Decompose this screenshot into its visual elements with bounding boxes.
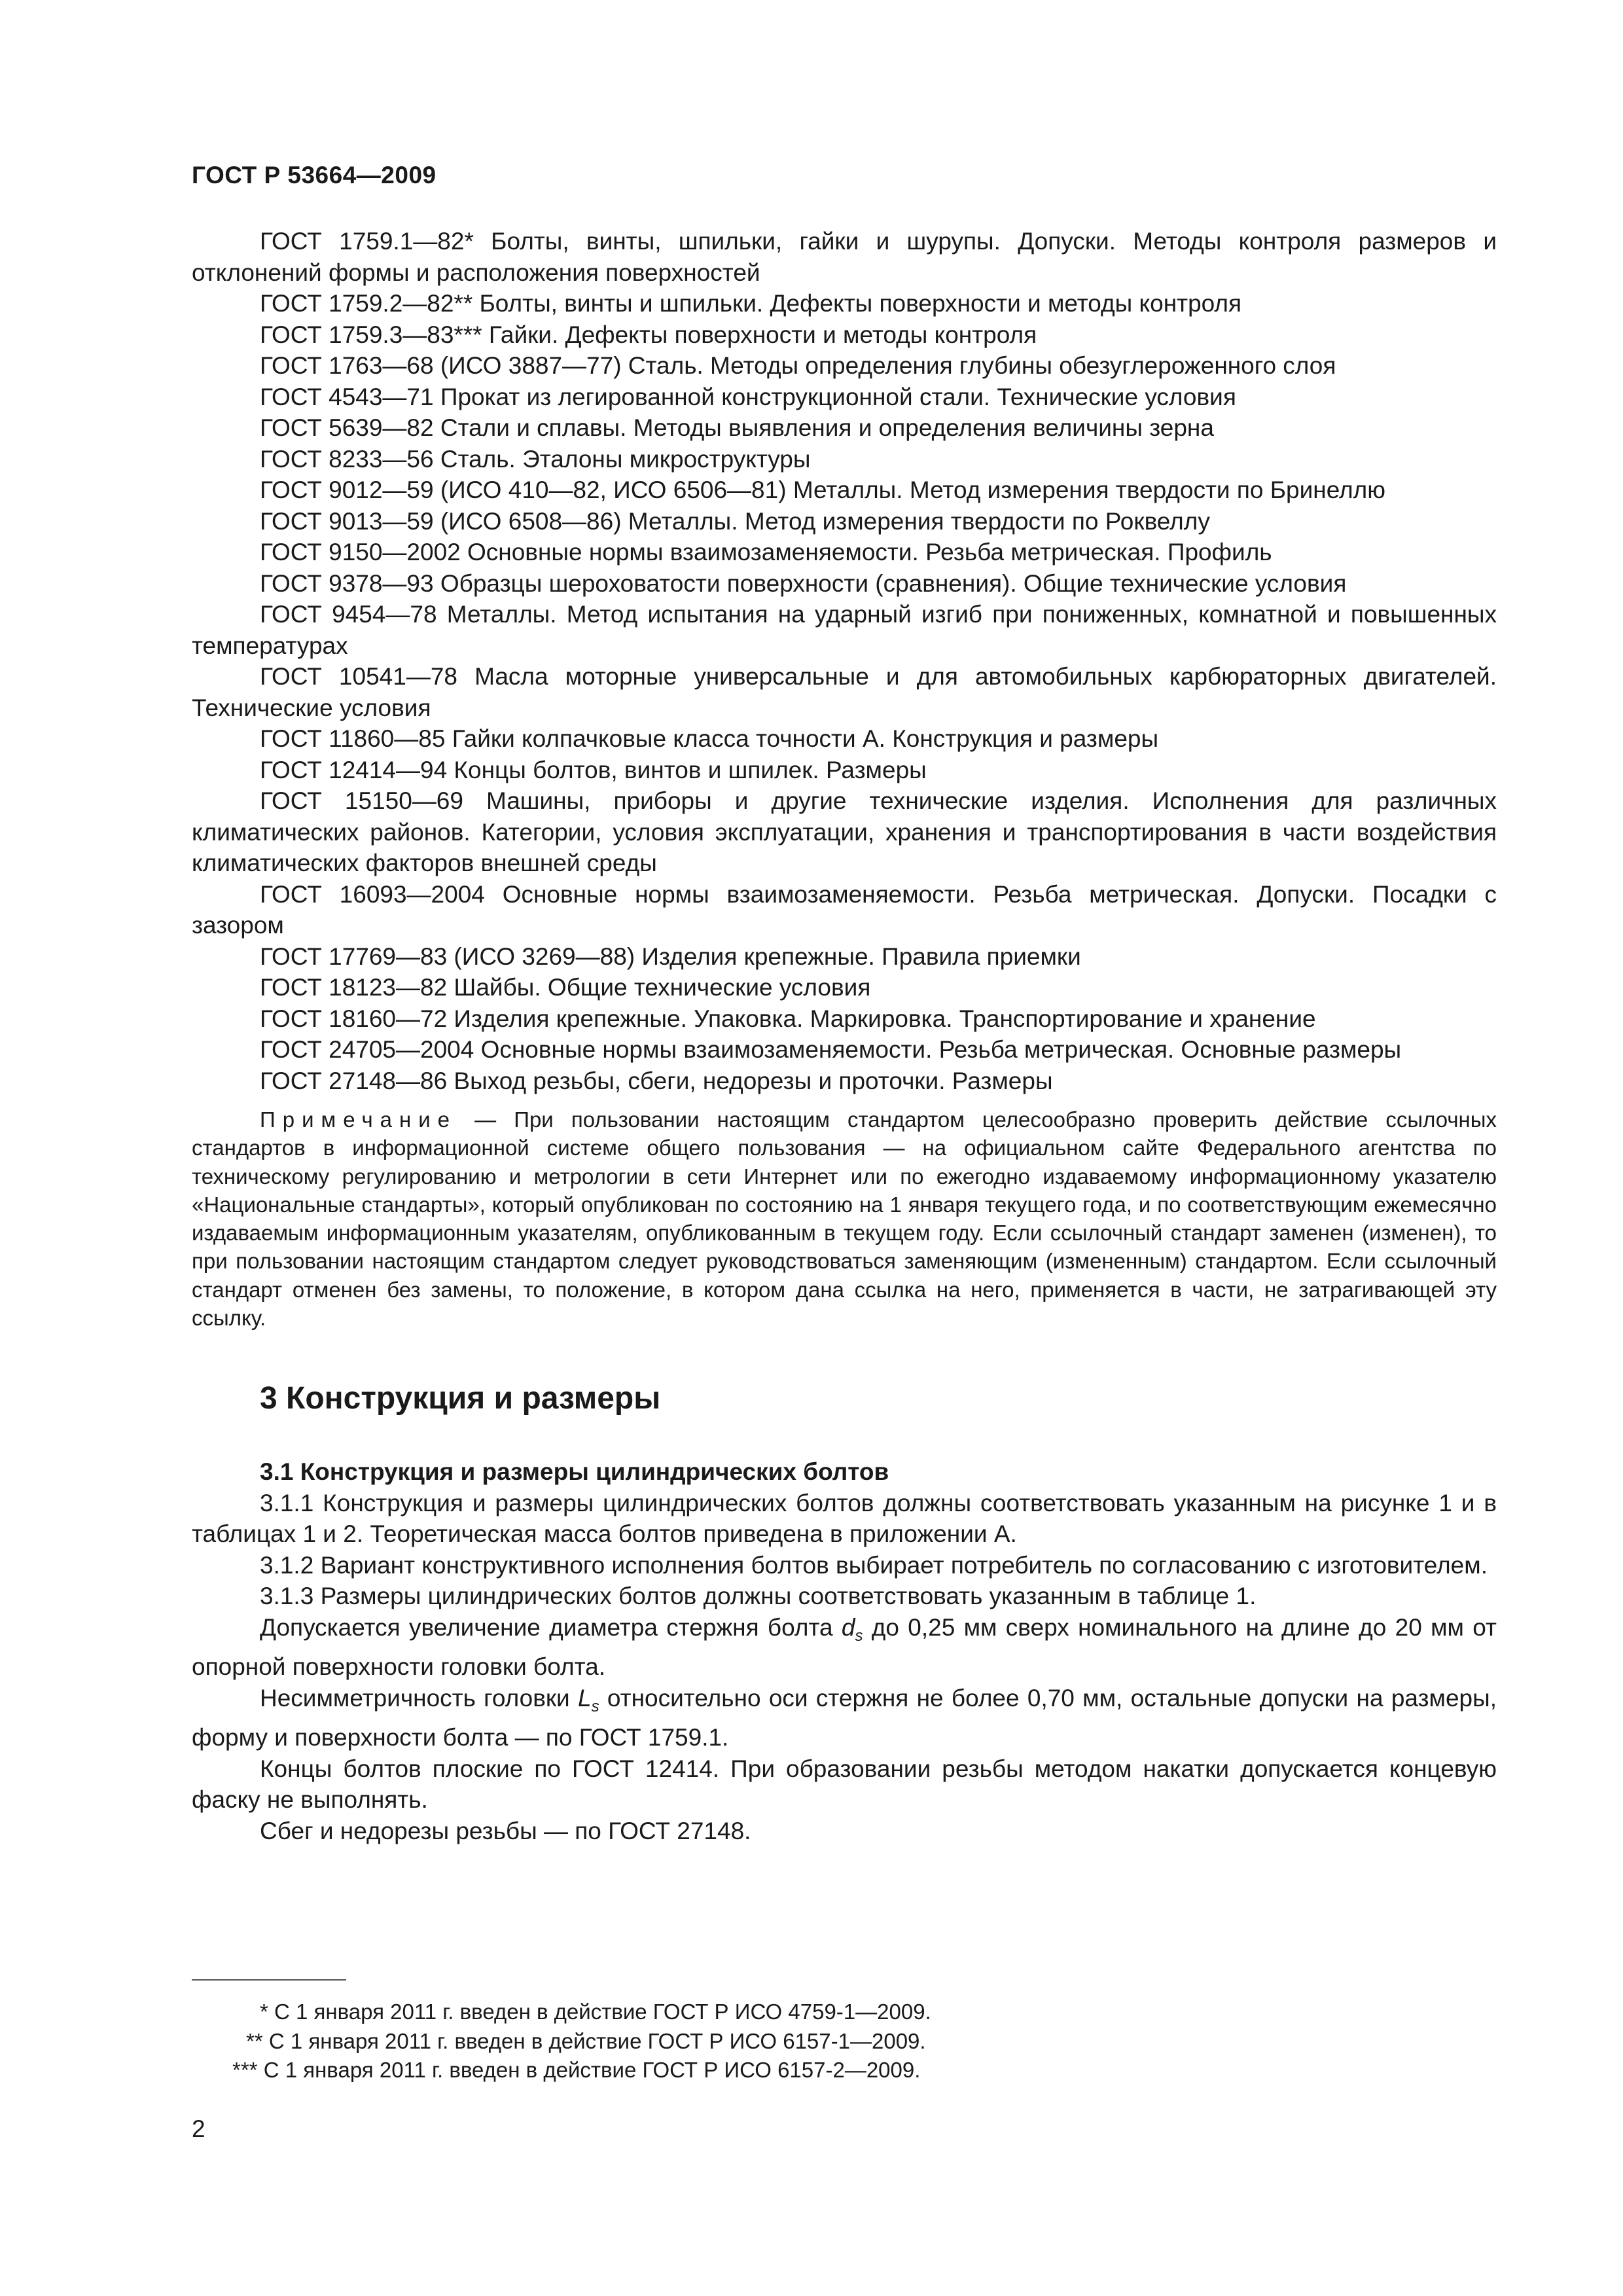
reference-item: ГОСТ 1759.3—83*** Гайки. Дефекты поверхности и методы контроля <box>260 321 1037 348</box>
references-note <box>192 1105 1497 1332</box>
reference-item: ГОСТ 4543—71 Прокат из легированной конструкционной стали. Технические условия <box>260 383 1236 410</box>
normative-references-list <box>192 226 1497 1096</box>
subsection-heading: 3.1 Конструкция и размеры цилиндрических болтов <box>260 1458 889 1486</box>
reference-item: ГОСТ 11860—85 Гайки колпачковые класса точности А. Конструкция и размеры <box>260 725 1159 752</box>
reference-item: ГОСТ 15150—69 Машины, приборы и другие технические изделия. Исполнения для различных климатических районов. Категории, условия эксплуатации, хранения и транспортирования в части воздействия климатических факторов внешней среды <box>192 787 1497 876</box>
text-run: до 0,25 мм сверх номинального на длине до 20 мм от опорной поверхности головки болта. <box>192 1613 1497 1681</box>
reference-item: ГОСТ 9013—59 (ИСО 6508—86) Металлы. Метод измерения твердости по Роквеллу <box>260 507 1210 535</box>
reference-item: ГОСТ 9150—2002 Основные нормы взаимозаменяемости. Резьба метрическая. Профиль <box>260 539 1272 565</box>
text-run: Несимметричность головки <box>260 1684 579 1712</box>
footnote-item: * С 1 января 2011 г. введен в действие ГОСТ Р ИСО 4759-1—2009. <box>260 2000 931 2024</box>
reference-item: ГОСТ 9454—78 Металлы. Метод испытания на ударный изгиб при пониженных, комнатной и повышенных температурах <box>192 601 1497 659</box>
document-code-header: ГОСТ Р 53664—2009 <box>192 162 437 188</box>
reference-item: ГОСТ 24705—2004 Основные нормы взаимозаменяемости. Резьба метрическая. Основные размеры <box>260 1036 1402 1063</box>
reference-item: ГОСТ 27148—86 Выход резьбы, сбеги, недорезы и проточки. Размеры <box>260 1067 1053 1094</box>
footnote-item: *** С 1 января 2011 г. введен в действие ГОСТ Р ИСО 6157-2—2009. <box>232 2058 921 2082</box>
clause-3-1-2: 3.1.2 Вариант конструктивного исполнения болтов выбирает потребитель по согласованию с изготовителем. <box>260 1551 1488 1579</box>
clause-3-1-3: 3.1.3 Размеры цилиндрических болтов должны соответствовать указанным в таблице 1. <box>260 1583 1257 1610</box>
page-number: 2 <box>192 2115 205 2142</box>
thread-runout-paragraph: Сбег и недорезы резьбы — по ГОСТ 27148. <box>260 1817 751 1844</box>
reference-item: ГОСТ 8233—56 Сталь. Эталоны микроструктуры <box>260 445 811 473</box>
reference-item: ГОСТ 16093—2004 Основные нормы взаимозаменяемости. Резьба метрическая. Допуски. Посадки с зазором <box>192 880 1497 939</box>
head-asymmetry-paragraph <box>192 1683 1497 1753</box>
footnotes <box>192 1998 1497 2085</box>
section-heading: 3 Конструкция и размеры <box>260 1381 661 1416</box>
reference-item: ГОСТ 1763—68 (ИСО 3887—77) Сталь. Методы определения глубины обезуглероженного слоя <box>260 352 1336 379</box>
reference-item: ГОСТ 18160—72 Изделия крепежные. Упаковка. Маркировка. Транспортирование и хранение <box>260 1005 1316 1032</box>
shank-diameter-paragraph <box>192 1612 1497 1683</box>
subscript-s: s <box>591 1697 599 1715</box>
note-label: Примечание <box>260 1107 457 1132</box>
subscript-s: s <box>855 1626 863 1645</box>
variable-d: d <box>841 1613 855 1641</box>
reference-item: ГОСТ 1759.2—82** Болты, винты и шпильки. Дефекты поверхности и методы контроля <box>260 290 1242 317</box>
reference-item: ГОСТ 12414—94 Концы болтов, винтов и шпилек. Размеры <box>260 756 927 783</box>
reference-item: ГОСТ 18123—82 Шайбы. Общие технические условия <box>260 974 871 1001</box>
footnote-item: ** С 1 января 2011 г. введен в действие ГОСТ Р ИСО 6157-1—2009. <box>246 2028 926 2053</box>
reference-item: ГОСТ 10541—78 Масла моторные универсальные и для автомобильных карбюраторных двигателей. Технические условия <box>192 663 1497 721</box>
reference-item: ГОСТ 9378—93 Образцы шероховатости поверхности (сравнения). Общие технические условия <box>260 569 1347 597</box>
clause-3-1-1: 3.1.1 Конструкция и размеры цилиндрических болтов должны соответствовать указанным на рисунке 1 и в таблицах 1 и 2. Теоретическая масса болтов приведена в приложении А. <box>192 1489 1497 1548</box>
text-run: относительно оси стержня не более 0,70 мм, остальные допуски на размеры, форму и поверхности болта — по ГОСТ 1759.1. <box>192 1684 1497 1751</box>
document-body <box>192 226 1497 1846</box>
reference-item: ГОСТ 9012—59 (ИСО 410—82, ИСО 6506—81) Металлы. Метод измерения твердости по Бринеллю <box>260 476 1385 503</box>
text-run: Допускается увеличение диаметра стержня болта <box>260 1613 842 1641</box>
note-text: — При пользовании настоящим стандартом целесообразно проверить действие ссылочных стандартов в информационной системе общего пользования — на официальном сайте Федерального агентства по техническому регулированию и метрологии в сети Интернет или по ежегодно издаваемому информационному указателю «Национальные стандарты», который опубликован по состоянию на 1 января текущего года, и по соответствующим ежемесячно издаваемым информационным указателям, опубликованным в текущем году. Если ссылочный стандарт заменен (изменен), то при пользовании настоящим стандартом следует руководствоваться заменяющим (измененным) стандартом. Если ссылочный стандарт отменен без замены, то положение, в котором дана ссылка на него, применяется в части, не затрагивающей эту ссылку. <box>192 1107 1497 1331</box>
bolt-ends-paragraph: Концы болтов плоские по ГОСТ 12414. При образовании резьбы методом накатки допускается концевую фаску не выполнять. <box>192 1755 1497 1814</box>
reference-item: ГОСТ 5639—82 Стали и сплавы. Методы выявления и определения величины зерна <box>260 414 1214 441</box>
variable-l: L <box>578 1684 592 1712</box>
footnote-divider <box>192 1979 346 1981</box>
reference-item: ГОСТ 1759.1—82* Болты, винты, шпильки, гайки и шурупы. Допуски. Методы контроля размеров и отклонений формы и расположения поверхностей <box>192 228 1497 286</box>
reference-item: ГОСТ 17769—83 (ИСО 3269—88) Изделия крепежные. Правила приемки <box>260 942 1081 970</box>
